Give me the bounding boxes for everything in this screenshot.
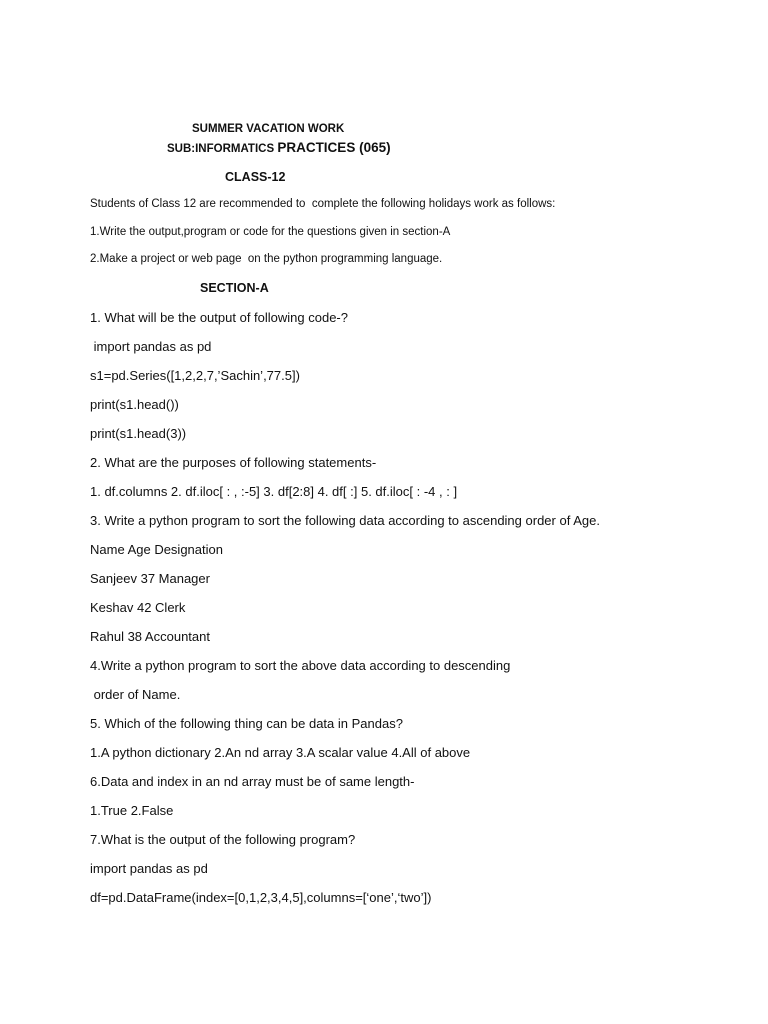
code-line: print(s1.head()) (90, 397, 179, 412)
code-line: import pandas as pd (90, 339, 212, 354)
code-line: s1=pd.Series([1,2,2,7,’Sachin’,77.5]) (90, 368, 300, 383)
options-line: 1.A python dictionary 2.An nd array 3.A scalar value 4.All of above (90, 745, 471, 760)
data-line: Keshav 42 Clerk (90, 600, 186, 615)
intro-line-3: 2.Make a project or web page on the python programming language. (90, 253, 443, 265)
data-line: Rahul 38 Accountant (90, 629, 210, 644)
options-line: 1.True 2.False (90, 803, 174, 818)
question-line: 4.Write a python program to sort the above data according to descending (90, 658, 511, 673)
document-title: SUMMER VACATION WORK (192, 123, 345, 135)
question-line: 5. Which of the following thing can be data in Pandas? (90, 716, 403, 731)
data-line: Sanjeev 37 Manager (90, 571, 210, 586)
options-line: 1. df.columns 2. df.iloc[ : , :-5] 3. df[2:8] 4. df[ :] 5. df.iloc[ : -4 , : ] (90, 484, 458, 499)
subject-suffix: PRACTICES (065) (277, 140, 391, 155)
question-line: 2. What are the purposes of following statements- (90, 455, 377, 470)
question-line: 6.Data and index in an nd array must be of same length- (90, 774, 415, 789)
subject-prefix: SUB:INFORMATICS (167, 143, 278, 155)
code-line: import pandas as pd (90, 861, 208, 876)
class-heading: CLASS-12 (225, 170, 286, 184)
intro-line-1: Students of Class 12 are recommended to complete the following holidays work as follows: (90, 198, 556, 210)
question-line: 3. Write a python program to sort the following data according to ascending order of Age. (90, 513, 600, 528)
question-line: order of Name. (90, 687, 181, 702)
question-line: 1. What will be the output of following code-? (90, 310, 348, 325)
code-line: df=pd.DataFrame(index=[0,1,2,3,4,5],columns=[‘one’,‘two’]) (90, 890, 432, 905)
intro-line-2: 1.Write the output,program or code for the questions given in section-A (90, 226, 451, 238)
data-line: Name Age Designation (90, 542, 223, 557)
section-heading: SECTION-A (200, 281, 269, 295)
question-line: 7.What is the output of the following program? (90, 832, 356, 847)
subject-line (167, 141, 391, 156)
code-line: print(s1.head(3)) (90, 426, 187, 441)
